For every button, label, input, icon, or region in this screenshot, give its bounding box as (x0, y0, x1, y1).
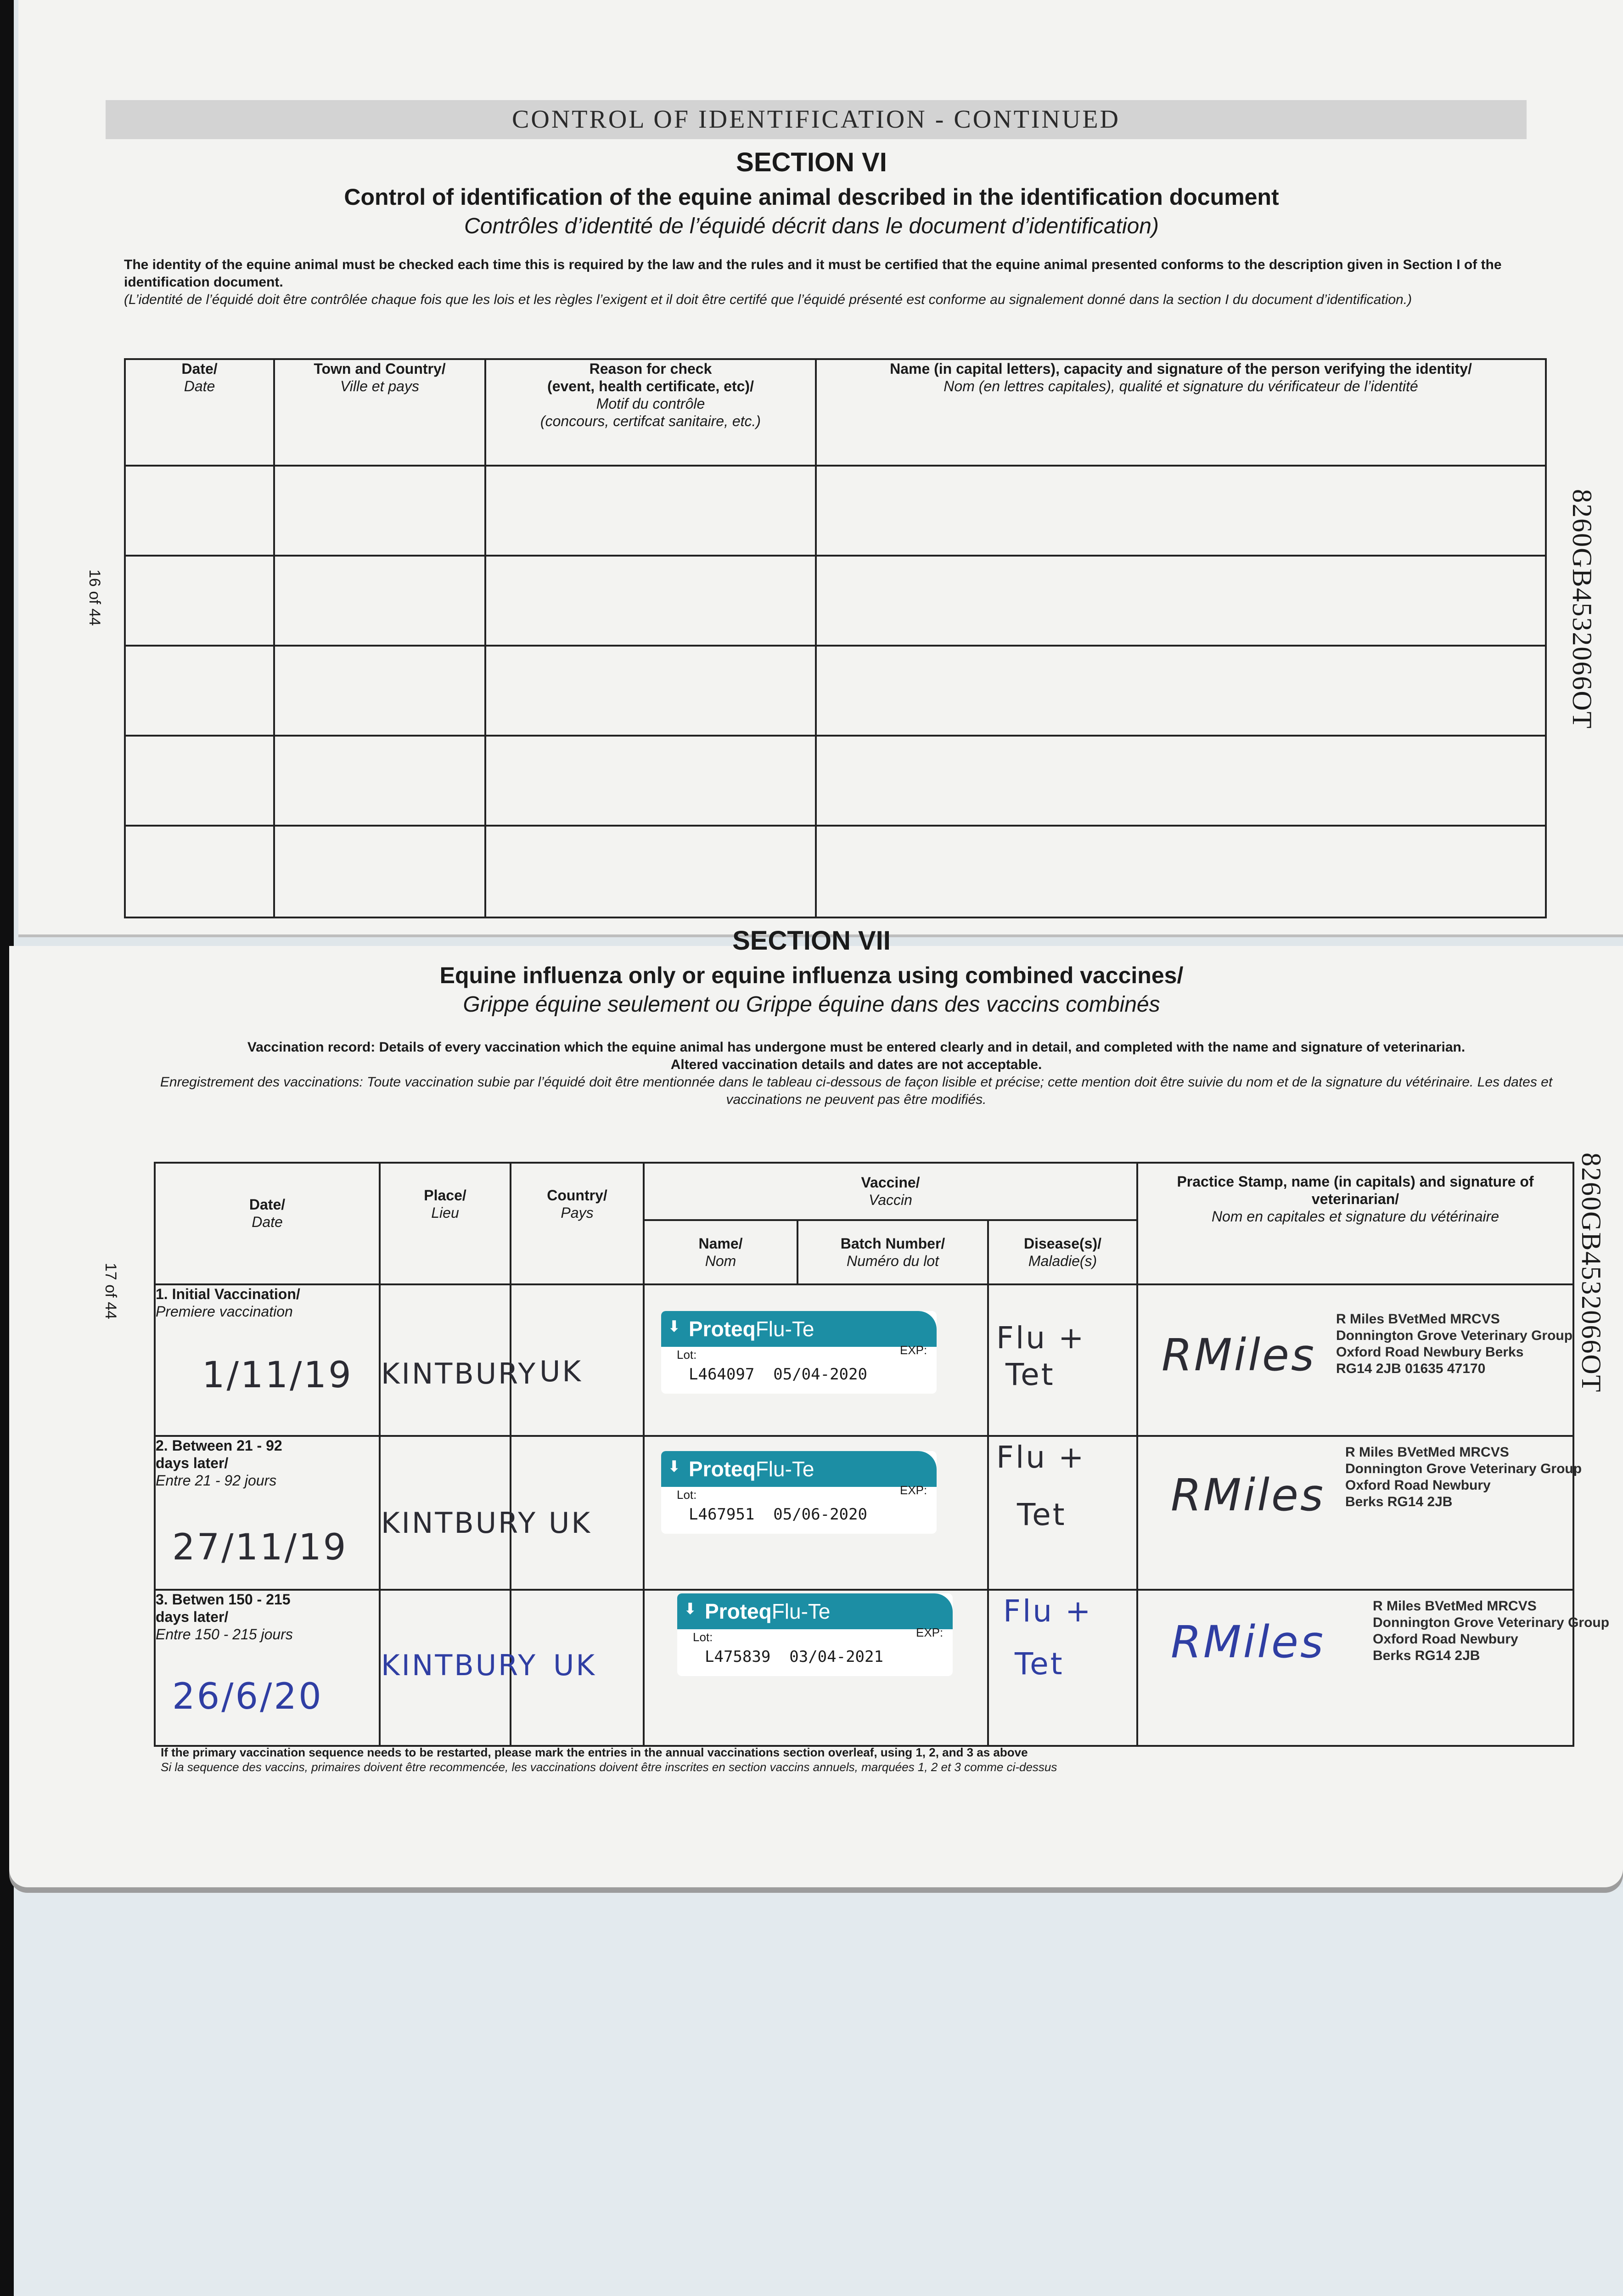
record-en2: Altered vaccination details and dates are not acceptable. (670, 1057, 1042, 1072)
brand-arrow-icon: ⬇ (684, 1600, 697, 1618)
table-row (125, 736, 1546, 826)
col-town (274, 359, 485, 466)
section-vi-subtitle-fr: Contrôles d’identité de l’équidé décrit dans le document d’identification) (464, 214, 1159, 238)
col-stamp-en: Practice Stamp, name (in capitals) and signature of veterinarian/ (1177, 1173, 1534, 1207)
expiry-date: 03/04-2021 (789, 1648, 883, 1666)
row-1-date: 1/11/19 (202, 1355, 353, 1396)
section-vii-subtitle-en: Equine influenza only or equine influenza using combined vaccines/ (439, 962, 1184, 988)
product-name: Flu-Te (771, 1599, 831, 1623)
col-verifier-fr: Nom (en lettres capitales), qualité et signature du vérificateur de l’identité (943, 378, 1418, 394)
lot-label: Lot: (677, 1488, 697, 1502)
cell[interactable] (485, 466, 816, 556)
col-place-en: Place/ (424, 1187, 466, 1204)
expiry-date: 05/04-2020 (773, 1365, 867, 1384)
col-disease-fr: Maladie(s) (1028, 1253, 1097, 1269)
product-name: Flu-Te (755, 1457, 814, 1481)
row-2-label-en: 2. Between 21 - 92 (156, 1437, 282, 1454)
col-date-fr: Date (252, 1214, 283, 1230)
col-town-en: Town and Country/ (314, 360, 446, 377)
table-row (125, 646, 1546, 736)
row-3-practice-stamp (1373, 1598, 1609, 1664)
section-vii-subtitle-fr: Grippe équine seulement ou Grippe équine dans des vaccins combinés (463, 992, 1160, 1017)
stamp-line: Donnington Grove Veterinary Group (1373, 1615, 1610, 1630)
cell[interactable] (274, 466, 485, 556)
row-3-signature: RMiles (1171, 1616, 1325, 1668)
col-town-fr: Ville et pays (340, 378, 419, 394)
col-country (511, 1163, 644, 1284)
stamp-line: R Miles BVetMed MRCVS (1336, 1311, 1500, 1327)
row-1-label-en: 1. Initial Vaccination/ (156, 1286, 300, 1302)
col-vaccine (644, 1163, 1137, 1220)
product-name: Flu-Te (755, 1317, 814, 1341)
row-1-practice-stamp (1336, 1311, 1572, 1377)
cell[interactable] (274, 646, 485, 736)
col-batch-fr: Numéro du lot (847, 1253, 939, 1269)
cell[interactable] (485, 556, 816, 646)
row-3-date: 26/6/20 (172, 1676, 323, 1717)
col-stamp-fr: Nom en capitales et signature du vétérinaire (1211, 1208, 1499, 1225)
row-2-label-fr: Entre 21 - 92 jours (156, 1472, 277, 1489)
stamp-line: Berks RG14 2JB (1373, 1648, 1480, 1663)
col-batch-number (797, 1220, 988, 1284)
stamp-line: Donnington Grove Veterinary Group (1336, 1328, 1573, 1343)
col-place-fr: Lieu (431, 1204, 459, 1221)
cell[interactable] (485, 646, 816, 736)
col-place (380, 1163, 511, 1284)
cell[interactable] (485, 826, 816, 917)
cell[interactable] (274, 826, 485, 917)
row-3-disease-1: Flu + (1003, 1593, 1093, 1629)
row-1-country: UK (539, 1355, 583, 1388)
lot-label: Lot: (693, 1630, 713, 1644)
lot-label: Lot: (677, 1348, 697, 1362)
row-1-signature: RMiles (1162, 1329, 1316, 1381)
col-batch-en: Batch Number/ (840, 1235, 945, 1252)
stamp-line: Oxford Road Newbury (1373, 1632, 1518, 1647)
cell[interactable] (125, 556, 274, 646)
row-3-place: KINTBURY (381, 1649, 538, 1682)
batch-and-expiry (689, 1505, 867, 1524)
brand-arrow-icon: ⬇ (668, 1318, 681, 1335)
vaccine-brand (689, 1317, 814, 1341)
col-vaccine-name (644, 1220, 797, 1284)
stamp-line: Donnington Grove Veterinary Group (1345, 1461, 1582, 1476)
expiry-date: 05/06-2020 (773, 1505, 867, 1524)
batch-number: L464097 (689, 1365, 755, 1384)
brand-arrow-icon: ⬇ (668, 1458, 681, 1475)
row-2-label-en2: days later/ (156, 1455, 229, 1471)
stamp-line: R Miles BVetMed MRCVS (1373, 1598, 1537, 1614)
row-2-practice-stamp (1345, 1444, 1582, 1510)
col-reason-fr2: (concours, certifcat sanitaire, etc.) (540, 413, 761, 429)
row-3-vaccine-label (677, 1593, 953, 1676)
batch-and-expiry (689, 1365, 867, 1384)
row-3-label-en2: days later/ (156, 1609, 229, 1625)
exp-label: EXP: (900, 1343, 927, 1357)
row-3-label-fr: Entre 150 - 215 jours (156, 1626, 293, 1643)
col-vaccine-fr: Vaccin (869, 1192, 912, 1208)
intro-en: The identity of the equine animal must be checked each time this is required by the law and the rules and it must be certified that the equine animal presented conforms to the description given in Section I of the identification document. (124, 257, 1502, 290)
cell[interactable] (125, 736, 274, 826)
scanner-background (14, 1887, 1623, 2296)
row-2-disease-1: Flu + (996, 1440, 1086, 1475)
cell[interactable] (816, 466, 1546, 556)
page-number-17: 17 of 44 (102, 1263, 119, 1319)
stamp-line: Oxford Road Newbury Berks (1336, 1345, 1524, 1360)
stamp-line: R Miles BVetMed MRCVS (1345, 1445, 1509, 1460)
footnote-en: If the primary vaccination sequence needs to be restarted, please mark the entries in the annual vaccinations section overleaf, using 1, 2, and 3 as above (161, 1745, 1028, 1759)
batch-and-expiry (705, 1648, 883, 1666)
col-reason-en: Reason for check (589, 360, 712, 377)
stamp-line: Berks RG14 2JB (1345, 1494, 1453, 1509)
row-2-vaccine-label (661, 1451, 937, 1534)
batch-number: L467951 (689, 1505, 755, 1524)
record-fr: Enregistrement des vaccinations: Toute vaccination subie par l’équidé doit être mentionnée dans le tableau ci-dessous de façon lisible et précise; cette mention doit être suivie du nom et de la signature du vétérinaire. Les dates et vaccinations ne peuvent pas être modifiés. (160, 1075, 1553, 1107)
vaccination-record-text (158, 1039, 1554, 1109)
batch-number: L475839 (705, 1648, 771, 1666)
col-vaccine-en: Vaccine/ (861, 1174, 920, 1191)
restart-footnote (161, 1745, 1538, 1774)
section-vi-title: SECTION VI (736, 147, 887, 177)
identity-check-table (124, 358, 1547, 918)
col-verifier (816, 359, 1546, 466)
col-disease (988, 1220, 1137, 1284)
cell[interactable] (125, 826, 274, 917)
col-date (155, 1163, 380, 1284)
col-reason-en2: (event, health certificate, etc)/ (547, 378, 754, 394)
record-en: Vaccination record: Details of every vaccination which the equine animal has undergone must be entered clearly and in detail, and completed with the name and signature of veterinarian. (247, 1040, 1466, 1055)
row-3-label-en: 3. Betwen 150 - 215 (156, 1591, 291, 1608)
row-2-signature: RMiles (1171, 1469, 1325, 1521)
side-code-bottom: 8260GB4532066OT (1576, 1153, 1606, 1393)
col-name-en: Name/ (698, 1235, 743, 1252)
side-code-top: 8260GB4532066OT (1567, 489, 1597, 730)
cell[interactable] (485, 736, 816, 826)
cell[interactable] (125, 646, 274, 736)
stamp-line: Oxford Road Newbury (1345, 1478, 1491, 1493)
col-practice-stamp (1137, 1163, 1573, 1284)
row-1-disease-2: Tet (1005, 1357, 1055, 1392)
cell[interactable] (816, 646, 1546, 736)
header-text: CONTROL OF IDENTIFICATION - CONTINUED (512, 105, 1120, 134)
row-2-disease-2: Tet (1017, 1497, 1067, 1532)
section-vi-intro (124, 256, 1529, 309)
row-1-label-fr: Premiere vaccination (156, 1303, 293, 1320)
col-name-fr: Nom (705, 1253, 736, 1269)
cell[interactable] (816, 736, 1546, 826)
cell[interactable] (274, 556, 485, 646)
col-date (125, 359, 274, 466)
row-2-place: KINTBURY (381, 1506, 538, 1540)
col-date-en: Date/ (249, 1196, 286, 1213)
continued-header (106, 100, 1527, 139)
cell[interactable] (816, 826, 1546, 917)
section-vi-subtitle-en: Control of identification of the equine animal described in the identification document (344, 184, 1279, 210)
cell[interactable] (816, 556, 1546, 646)
brand-name: Proteq (689, 1457, 756, 1481)
row-3-country: UK (553, 1649, 597, 1682)
col-date-fr: Date (184, 378, 215, 394)
stamp-line: RG14 2JB 01635 47170 (1336, 1361, 1486, 1376)
table-row (125, 466, 1546, 556)
col-date-en: Date/ (181, 360, 218, 377)
section-vii-title: SECTION VII (732, 926, 891, 956)
exp-label: EXP: (900, 1483, 927, 1497)
row-1-place: KINTBURY (381, 1357, 538, 1390)
row-2-country: UK (549, 1506, 592, 1540)
row-1-vaccine-label (661, 1311, 937, 1394)
col-country-en: Country/ (547, 1187, 607, 1204)
row-2-date: 27/11/19 (172, 1527, 348, 1568)
col-country-fr: Pays (561, 1204, 594, 1221)
brand-name: Proteq (689, 1317, 756, 1341)
cell[interactable] (274, 736, 485, 826)
vaccine-brand (689, 1457, 814, 1481)
exp-label: EXP: (916, 1626, 943, 1639)
row-3-date-cell[interactable] (155, 1590, 380, 1746)
col-verifier-en: Name (in capital letters), capacity and signature of the person verifying the identity/ (890, 360, 1472, 377)
intro-fr: (L’identité de l’équidé doit être contrôlée chaque fois que les lois et les règles l’exigent et il doit être certifé que l’équidé présenté est conforme au signalement donné dans la section I du document d’identification.) (124, 292, 1412, 307)
row-1-disease-1: Flu + (996, 1320, 1086, 1356)
col-reason-fr: Motif du contrôle (596, 395, 705, 412)
brand-name: Proteq (705, 1599, 772, 1623)
col-reason (485, 359, 816, 466)
footnote-fr: Si la sequence des vaccins, primaires doivent être recommencée, les vaccinations doivent être inscrites en section vaccins annuels, marquées 1, 2 et 3 comme ci-dessus (161, 1760, 1057, 1774)
table-row (125, 556, 1546, 646)
col-disease-en: Disease(s)/ (1024, 1235, 1101, 1252)
table-row (125, 826, 1546, 917)
row-3-disease-2: Tet (1015, 1646, 1064, 1682)
cell[interactable] (125, 466, 274, 556)
page-number-16: 16 of 44 (86, 569, 103, 626)
vaccine-brand (705, 1599, 831, 1624)
